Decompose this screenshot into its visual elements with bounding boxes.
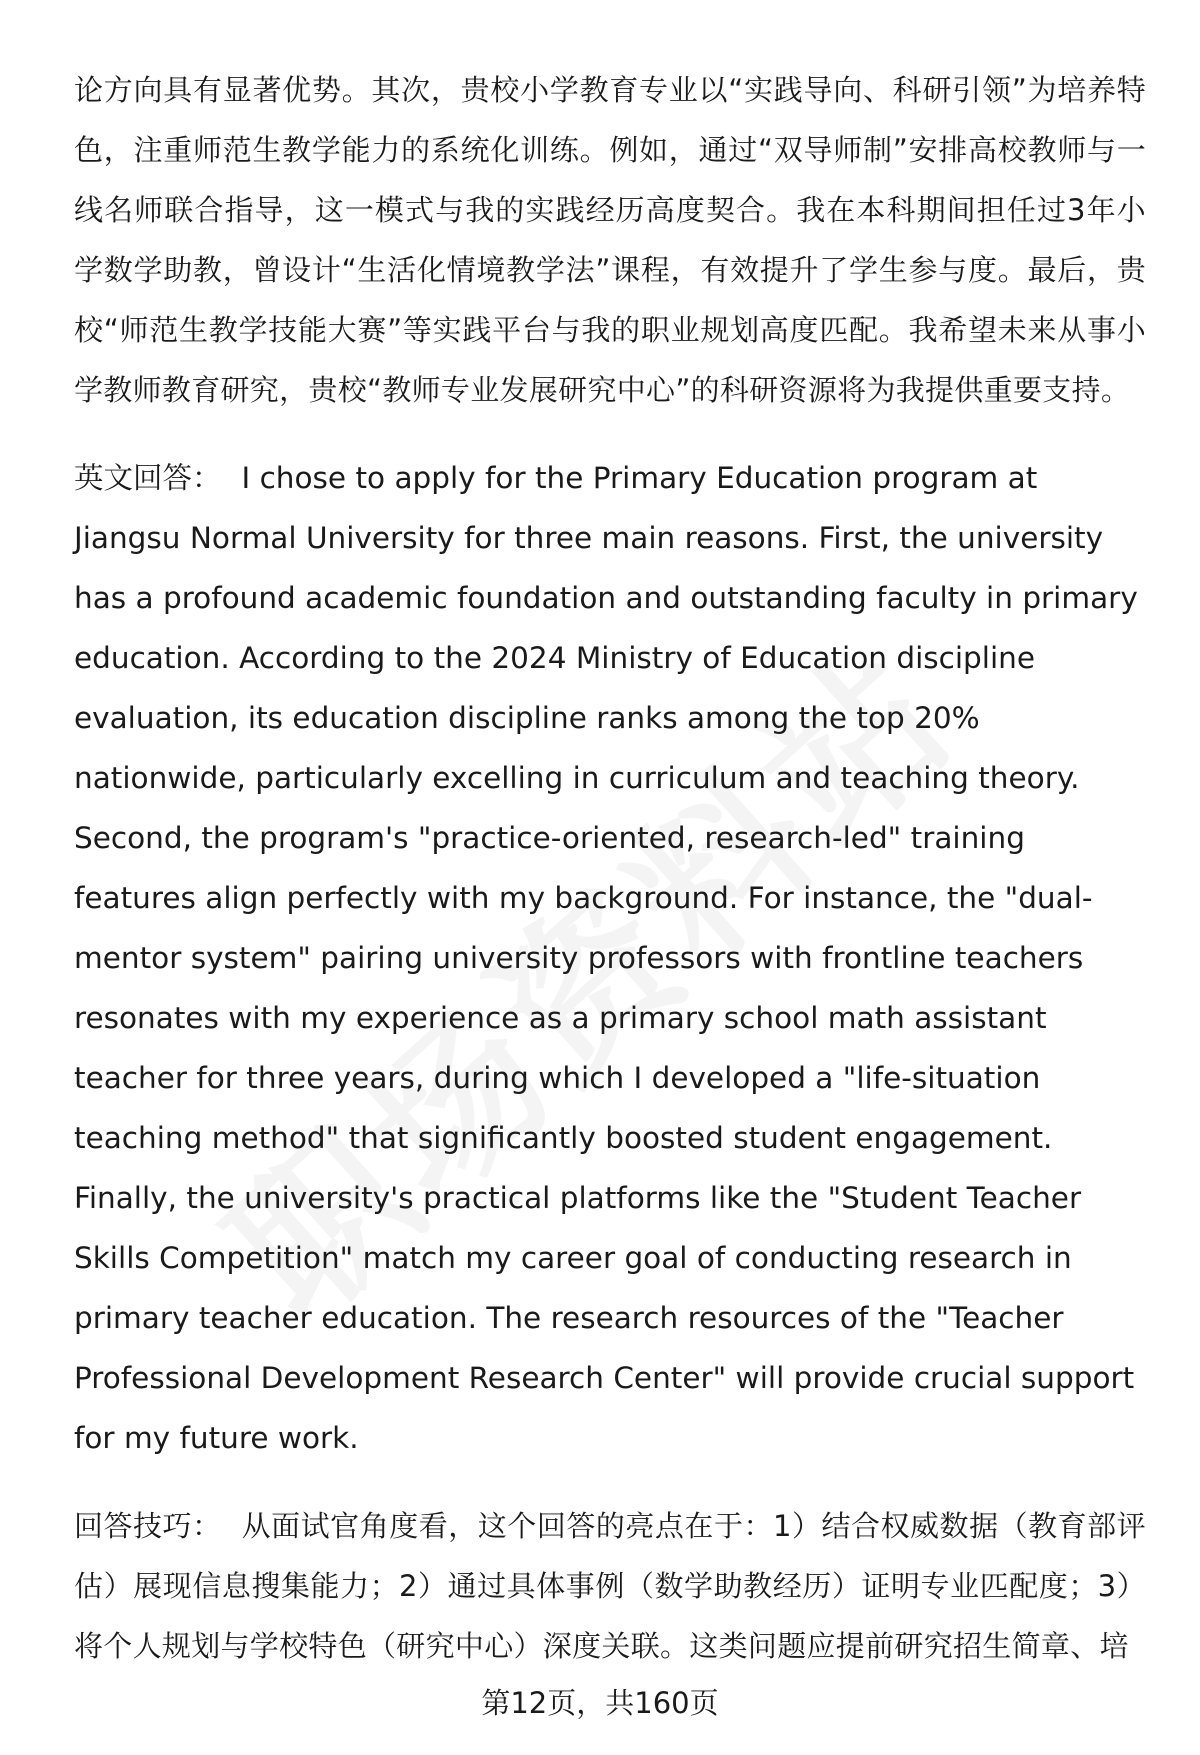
document-body [74, 60, 1146, 1676]
english-answer-label: 英文回答： [74, 461, 222, 495]
tips-label: 回答技巧： [74, 1509, 222, 1543]
tips-paragraph [74, 1496, 1146, 1676]
intro-paragraph: 论方向具有显著优势。其次，贵校小学教育专业以“实践导向、科研引领”为培养特色，注重师范生教学能力的系统化训练。例如，通过“双导师制”安排高校教师与一线名师联合指导，这一模式与我的实践经历高度契合。我在本科期间担任过3年小学数学助教，曾设计“生活化情境教学法”课程，有效提升了学生参与度。最后，贵校“师范生教学技能大赛”等实践平台与我的职业规划高度匹配。我希望未来从事小学教师教育研究，贵校“教师专业发展研究中心”的科研资源将为我提供重要支持。 [74, 73, 1146, 407]
page-number-footer: 第12页，共160页 [481, 1686, 719, 1720]
english-answer-text: I chose to apply for the Primary Education program at Jiangsu Normal University for three main reasons. First, the university has a profound academic foundation and outstanding faculty in primary education. According to the 2024 Ministry of Education discipline evaluation, its education discipline ranks among the top 20% nationwide, particularly excelling in curriculum and teaching theory. Second, the program's "practice-oriented, research-led" training features align perfectly with my background. For instance, the "dual-mentor system" pairing university professors with frontline teachers resonates with my experience as a primary school math assistant teacher for three years, during which I developed a "life-situation teaching method" that significantly boosted student engagement. Finally, the university's practical platforms like the "Student Teacher Skills Competition" match my career goal of conducting research in primary teacher education. The research resources of the "Teacher Professional Development Research Center" will provide crucial support for my future work. [74, 461, 1138, 1455]
tips-text: 从面试官角度看，这个回答的亮点在于：1）结合权威数据（教育部评估）展现信息搜集能力；2）通过具体事例（数学助教经历）证明专业匹配度；3）将个人规划与学校特色（研究中心）深度关联。这类问题应提前研究招生简章、培 [74, 1509, 1146, 1663]
english-answer-paragraph [74, 448, 1146, 1468]
